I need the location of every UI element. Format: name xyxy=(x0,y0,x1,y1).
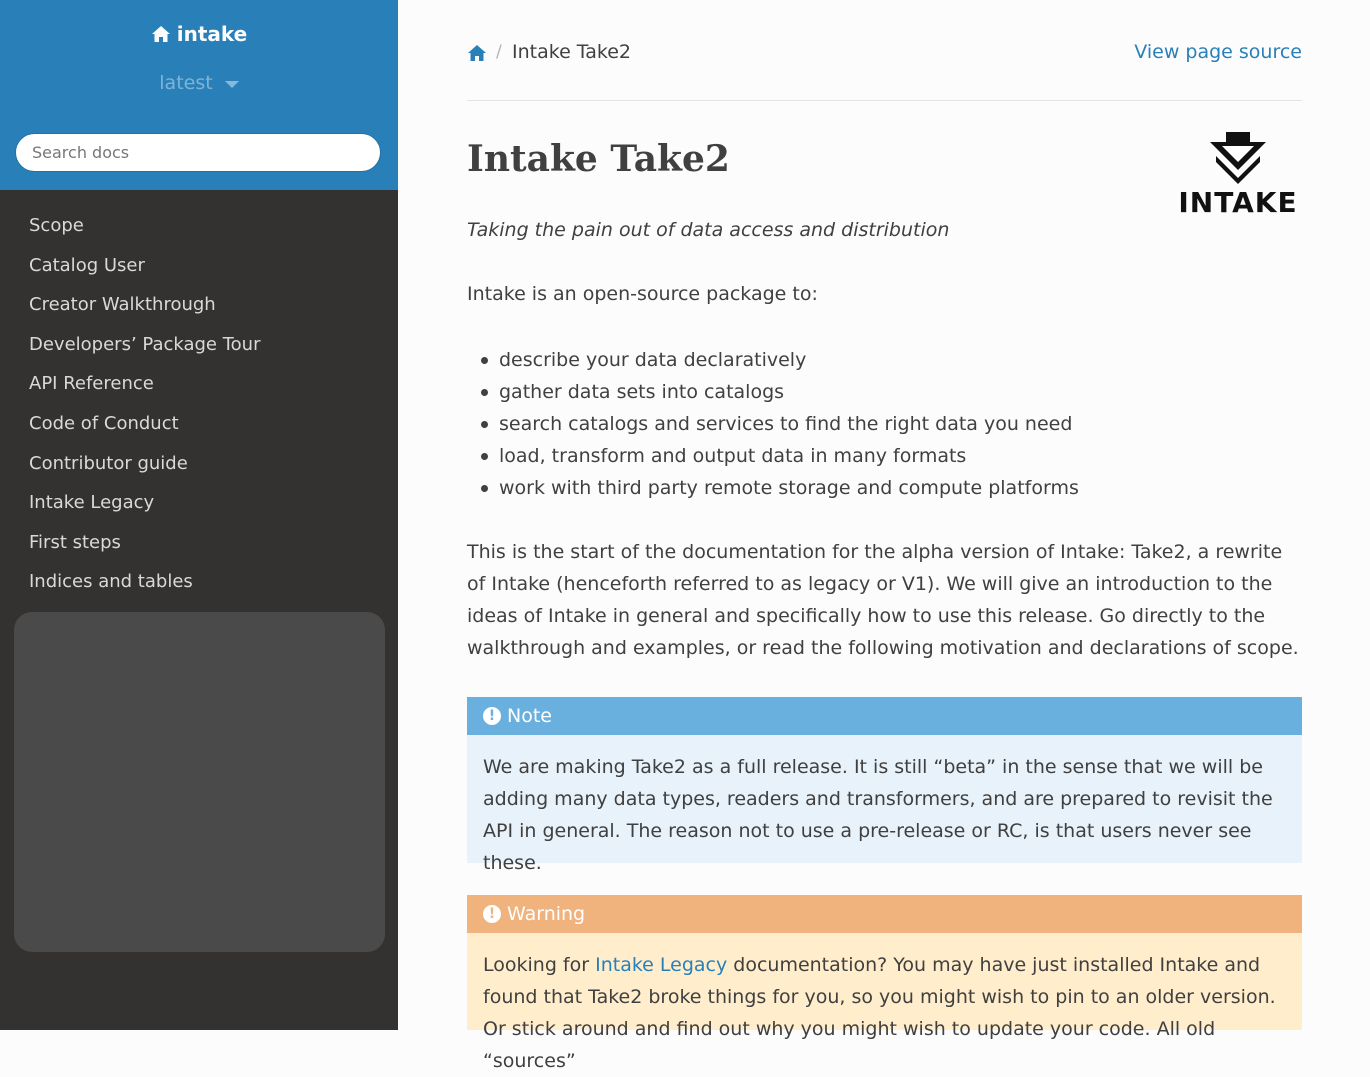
sidebar-item-developers-package-tour[interactable]: Developers’ Package Tour xyxy=(29,333,261,355)
feature-list xyxy=(467,346,1302,506)
warning-title: Warning xyxy=(507,903,586,925)
warning-text-start: Looking for xyxy=(483,954,596,976)
sidebar xyxy=(0,0,398,1030)
warning-admonition xyxy=(467,895,1302,1072)
list-item: load, transform and output data in many formats xyxy=(467,442,1302,474)
version-selector[interactable] xyxy=(159,72,238,94)
header-divider xyxy=(467,100,1302,101)
list-item: work with third party remote storage and compute platforms xyxy=(467,474,1302,506)
intake-legacy-link[interactable]: Intake Legacy xyxy=(595,954,728,976)
intro-paragraph: This is the start of the documentation for the alpha version of Intake: Take2, a rewrite of Intake (henceforth referred to as legacy or V1). We will give an introduction to the ideas of Intake in general and specifically how to use this release. Go directly to the walkthrough and examples, or read the following motivation and declarations of scope. xyxy=(467,541,1299,659)
sidebar-item-creator-walkthrough[interactable]: Creator Walkthrough xyxy=(29,294,216,316)
home-icon xyxy=(151,25,171,43)
sidebar-item-api-reference[interactable]: API Reference xyxy=(29,373,154,395)
view-source-link[interactable]: View page source xyxy=(1134,41,1302,63)
sidebar-item-indices-and-tables[interactable]: Indices and tables xyxy=(29,571,193,593)
warning-text-end: documentation? You may have just installed Intake and found that Take2 broke things for you, so you might wish to pin to an older version. Or stick around and find out why you might wish to update your code. All old “sources” xyxy=(483,954,1276,1072)
chevron-down-icon xyxy=(225,81,239,88)
note-body: We are making Take2 as a full release. It is still “beta” in the sense that we will be adding many data types, readers and transformers, and are prepared to revisit the API in general. The reason not to use a pre-release or RC, is that users never see these. xyxy=(483,756,1273,874)
note-admonition xyxy=(467,697,1302,874)
sidebar-item-scope[interactable]: Scope xyxy=(29,215,84,236)
page-tagline: Taking the pain out of data access and distribution xyxy=(467,219,950,241)
breadcrumb-current: Intake Take2 xyxy=(512,41,632,63)
list-item: search catalogs and services to find the right data you need xyxy=(467,410,1302,442)
breadcrumb-separator: / xyxy=(496,42,502,62)
home-icon[interactable] xyxy=(467,44,487,62)
version-label: latest xyxy=(159,72,213,94)
exclamation-icon: ! xyxy=(483,905,501,923)
intro-text: Intake is an open-source package to: xyxy=(467,283,818,305)
exclamation-icon: ! xyxy=(483,707,501,725)
breadcrumb xyxy=(467,40,1302,70)
note-title: Note xyxy=(507,705,552,727)
search-input[interactable] xyxy=(15,133,381,172)
sidebar-panel xyxy=(14,612,385,952)
sidebar-item-contributor-guide[interactable]: Contributor guide xyxy=(29,452,188,474)
warning-header xyxy=(467,895,1302,933)
sidebar-item-intake-legacy[interactable]: Intake Legacy xyxy=(29,492,155,514)
note-header xyxy=(467,697,1302,735)
sidebar-item-first-steps[interactable]: First steps xyxy=(29,531,121,553)
sidebar-nav xyxy=(0,206,398,602)
intake-logo xyxy=(1174,132,1302,218)
warning-body xyxy=(467,933,1302,1077)
brand-name: intake xyxy=(176,22,248,46)
sidebar-item-catalog-user[interactable]: Catalog User xyxy=(29,254,145,276)
intake-logo-text: INTAKE xyxy=(1178,186,1298,219)
page-title: Intake Take2 xyxy=(467,138,730,180)
list-item: gather data sets into catalogs xyxy=(467,378,1302,410)
list-item: describe your data declaratively xyxy=(467,346,1302,378)
intake-logo-icon xyxy=(1208,132,1268,182)
brand-link[interactable] xyxy=(151,20,247,48)
sidebar-item-code-of-conduct[interactable]: Code of Conduct xyxy=(29,412,179,434)
